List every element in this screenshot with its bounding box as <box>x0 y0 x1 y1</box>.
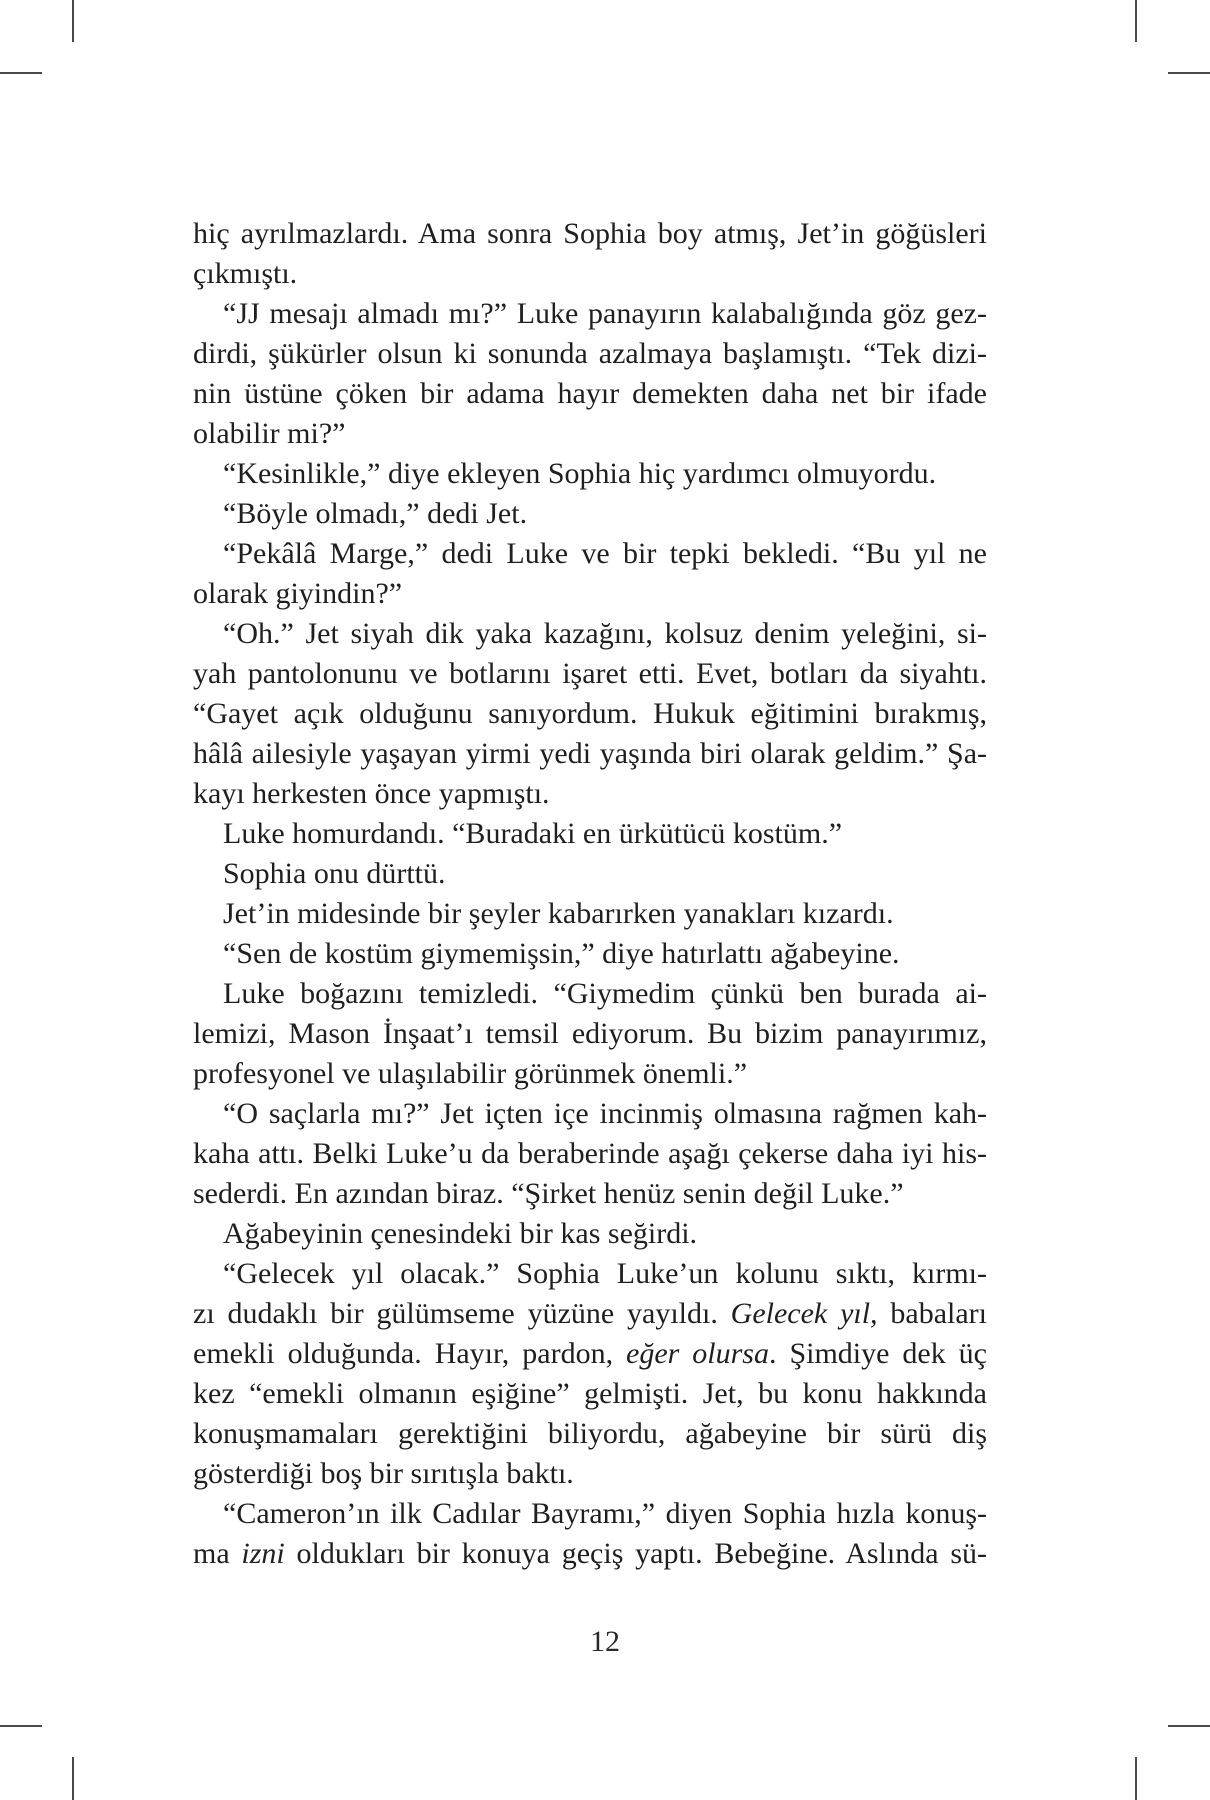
text-line: “Gelecek yıl olacak.” Sophia Luke’un kolunu sıktı, kırmı- <box>223 1257 987 1290</box>
crop-mark-bottom-right-vertical <box>1135 1757 1137 1800</box>
text-line: Luke homurdandı. “Buradaki en ürkütücü kostüm.” <box>223 817 843 850</box>
text-line: zı dudaklı bir gülümseme yüzüne yayıldı. Gelecek yıl, babaları <box>193 1297 987 1330</box>
text-line: hâlâ ailesiyle yaşayan yirmi yedi yaşında biri olarak geldim.” Şa- <box>193 737 987 770</box>
text-line: “Böyle olmadı,” dedi Jet. <box>223 497 528 530</box>
crop-mark-bottom-left-vertical <box>72 1757 74 1800</box>
text-line: Sophia onu dürttü. <box>223 857 446 890</box>
crop-mark-top-right-horizontal <box>1168 72 1210 74</box>
text-line: yah pantolonunu ve botlarını işaret etti. Evet, botları da siyahtı. <box>193 657 987 690</box>
text-line: konuşmamaları gerektiğini biliyordu, ağabeyine bir sürü diş <box>193 1417 987 1450</box>
text-line: “Oh.” Jet siyah dik yaka kazağını, kolsuz denim yeleğini, si- <box>223 617 987 650</box>
text-line: ma izni oldukları bir konuya geçiş yaptı. Bebeğine. Aslında sü- <box>193 1537 987 1570</box>
text-line: çıkmıştı. <box>193 257 298 290</box>
text-line: hiç ayrılmazlardı. Ama sonra Sophia boy atmış, Jet’in göğüsleri <box>193 217 987 250</box>
text-line: nin üstüne çöken bir adama hayır demekten daha net bir ifade <box>193 377 987 410</box>
crop-mark-top-left-horizontal <box>0 72 42 74</box>
text-line: kez “emekli olmanın eşiğine” gelmişti. Jet, bu konu hakkında <box>193 1377 987 1410</box>
crop-mark-top-left-vertical <box>72 0 74 42</box>
text-line: emekli olduğunda. Hayır, pardon, eğer olursa. Şimdiye dek üç <box>193 1337 987 1370</box>
text-line: olarak giyindin?” <box>193 577 403 610</box>
crop-mark-top-right-vertical <box>1135 0 1137 42</box>
text-line: “Gayet açık olduğunu sanıyordum. Hukuk eğitimini bırakmış, <box>193 697 987 730</box>
page-number: 12 <box>590 1625 620 1658</box>
text-line: gösterdiği boş bir sırıtışla baktı. <box>193 1457 574 1490</box>
text-line: Luke boğazını temizledi. “Giymedim çünkü ben burada ai- <box>223 977 987 1010</box>
text-line: olabilir mi?” <box>193 417 346 450</box>
text-line: “O saçlarla mı?” Jet içten içe incinmiş olmasına rağmen kah- <box>223 1097 987 1130</box>
text-line: “Sen de kostüm giymemişsin,” diye hatırlattı ağabeyine. <box>223 937 900 970</box>
text-line: Jet’in midesinde bir şeyler kabarırken yanakları kızardı. <box>223 897 894 930</box>
crop-mark-bottom-right-horizontal <box>1168 1725 1210 1727</box>
text-line: profesyonel ve ulaşılabilir görünmek önemli.” <box>193 1057 748 1090</box>
text-block <box>193 214 987 1574</box>
crop-mark-bottom-left-horizontal <box>0 1725 42 1727</box>
text-line: sederdi. En azından biraz. “Şirket henüz senin değil Luke.” <box>193 1177 904 1210</box>
text-line: “Cameron’ın ilk Cadılar Bayramı,” diyen Sophia hızla konuş- <box>223 1497 987 1530</box>
text-line: “JJ mesajı almadı mı?” Luke panayırın kalabalığında göz gez- <box>223 297 987 330</box>
text-line: Ağabeyinin çenesindeki bir kas seğirdi. <box>223 1217 698 1250</box>
text-line: lemizi, Mason İnşaat’ı temsil ediyorum. Bu bizim panayırımız, <box>193 1017 987 1050</box>
text-line: “Pekâlâ Marge,” dedi Luke ve bir tepki bekledi. “Bu yıl ne <box>223 537 987 570</box>
text-line: “Kesinlikle,” diye ekleyen Sophia hiç yardımcı olmuyordu. <box>223 457 937 490</box>
text-line: kaha attı. Belki Luke’u da beraberinde aşağı çekerse daha iyi his- <box>193 1137 987 1170</box>
text-line: dirdi, şükürler olsun ki sonunda azalmaya başlamıştı. “Tek dizi- <box>193 337 987 370</box>
text-line: kayı herkesten önce yapmıştı. <box>193 777 550 810</box>
